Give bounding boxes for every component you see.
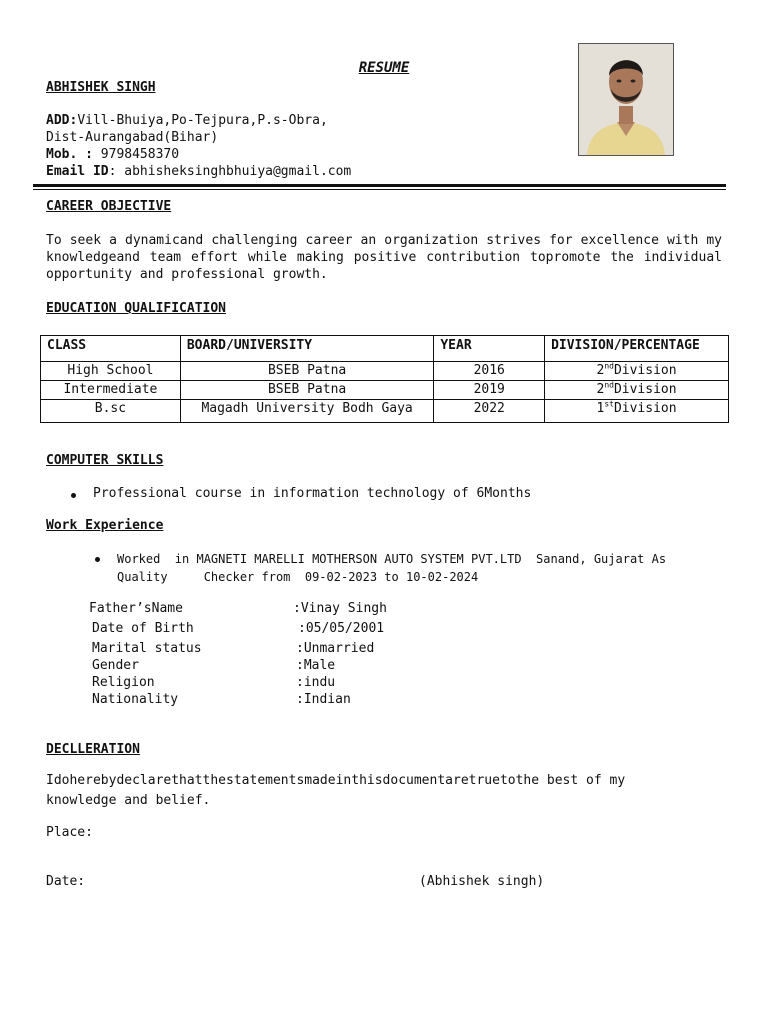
personal-label-father: Father’sName [89,601,183,616]
personal-label-dob: Date of Birth [92,621,194,636]
address-value: Vill-Bhuiya,Po-Tejpura,P.s-Obra, [77,113,328,128]
table-row [41,381,729,400]
column-header-division: DIVISION/PERCENTAGE [545,336,729,362]
header-divider-thick [33,184,726,187]
computer-skills-heading: COMPUTER SKILLS [46,453,164,468]
skill-item: Professional course in information technology of 6Months [93,486,532,501]
personal-value-father: :Vinay Singh [293,601,387,616]
email-line [46,164,351,179]
declaration-heading: DECLLERATION [46,742,140,757]
personal-label-religion: Religion [92,675,155,690]
table-row [41,400,729,423]
career-objective-heading: CAREER OBJECTIVE [46,199,172,214]
declaration-line-1: Idoherebydeclarethatthestatementsmadeinthisdocumentaretruetothe best of my [46,773,626,788]
division-cell: 2ndDivision [545,362,729,381]
candidate-name: ABHISHEK SINGH [46,80,156,95]
header-divider-thin [33,189,726,190]
work-experience-heading: Work Experience [46,518,164,533]
education-header-row [41,336,729,362]
division-cell: 2ndDivision [545,381,729,400]
board-cell: BSEB Patna [180,381,434,400]
profile-photo [578,43,674,156]
email-label: Email ID [46,164,109,179]
personal-value-gender: :Male [296,658,336,673]
career-objective-text: To seek a dynamicand challenging career an organization strives for excellence with my knowledgeand team effort while making positive contribution topromote the individual opportunity and professional growth. [46,233,722,282]
column-header-class: CLASS [41,336,181,362]
board-cell: BSEB Patna [180,362,434,381]
mobile-line [46,147,179,162]
personal-label-nationality: Nationality [92,692,179,707]
year-cell: 2022 [434,400,545,423]
personal-value-dob: :05/05/2001 [298,621,385,636]
personal-label-gender: Gender [92,658,139,673]
division-cell: 1stDivision [545,400,729,423]
date-label: Date: [46,874,86,889]
class-cell: High School [41,362,181,381]
address-label: ADD: [46,113,78,128]
year-cell: 2019 [434,381,545,400]
class-cell: Intermediate [41,381,181,400]
work-line-1: Worked in MAGNETI MARELLI MOTHERSON AUTO SYSTEM PVT.LTD Sanand, Gujarat As [117,552,667,566]
place-label: Place: [46,825,93,840]
email-value: : abhisheksinghbhuiya@gmail.com [108,164,352,179]
signature: (Abhishek singh) [419,874,545,889]
personal-label-marital: Marital status [92,641,202,656]
mobile-label: Mob. : [46,147,93,162]
person-photo-icon [579,44,673,155]
mobile-value: 9798458370 [100,147,180,162]
board-cell: Magadh University Bodh Gaya [180,400,434,423]
column-header-year: YEAR [434,336,545,362]
personal-value-nationality: :Indian [296,692,351,707]
column-header-board: BOARD/UNIVERSITY [180,336,434,362]
work-item [117,550,717,586]
personal-value-religion: :indu [296,675,336,690]
year-cell: 2016 [434,362,545,381]
resume-title: RESUME [358,60,410,76]
personal-value-marital: :Unmarried [296,641,375,656]
address-line-2: Dist-Aurangabad(Bihar) [46,130,219,145]
work-line-2: Quality Checker from 09-02-2023 to 10-02-2024 [117,570,479,584]
address-line-1 [46,113,328,128]
bullet-icon [71,493,76,498]
education-heading: EDUCATION QUALIFICATION [46,301,227,316]
bullet-icon [95,557,100,562]
education-table [40,335,729,423]
declaration-line-2: knowledge and belief. [46,793,211,808]
table-row [41,362,729,381]
class-cell: B.sc [41,400,181,423]
